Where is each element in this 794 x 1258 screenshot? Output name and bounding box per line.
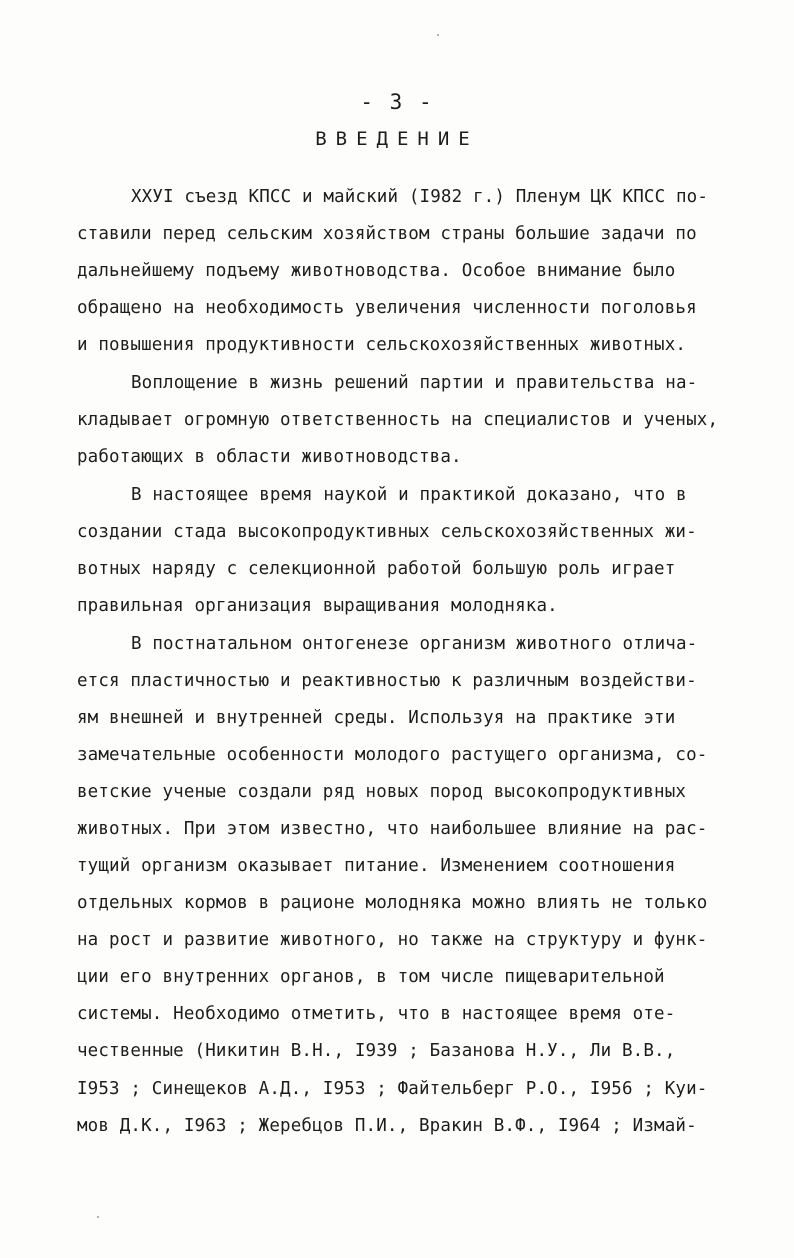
text-line: замечательные особенности молодого растущего организма, со- <box>77 745 708 765</box>
text-line: мов Д.К., I963 ; Жеребцов П.И., Вракин В.Ф., I964 ; Измай- <box>77 1116 697 1136</box>
text-line: ставили перед сельским хозяйством страны большие задачи по <box>77 224 697 244</box>
text-line: правильная организация выращивания молодняка. <box>77 596 558 616</box>
text-line: работающих в области животноводства. <box>77 447 462 467</box>
text-line: XXУI съезд КПСС и майский (I982 г.) Пленум ЦК КПСС по- <box>131 187 709 207</box>
text-line: ветские ученые создали ряд новых пород высокопродуктивных <box>77 782 687 802</box>
text-line: I953 ; Синещеков А.Д., I953 ; Файтельберг Р.О., I956 ; Куи- <box>77 1079 708 1099</box>
text-line: создании стада высокопродуктивных сельскохозяйственных жи- <box>77 522 697 542</box>
text-line: В настоящее время наукой и практикой доказано, что в <box>131 485 687 505</box>
text-line: В постнатальном онтогенезе организм животного отлича- <box>131 634 698 654</box>
scan-speck <box>97 1216 99 1218</box>
text-line: и повышения продуктивности сельскохозяйственных животных. <box>77 335 687 355</box>
text-line: животных. При этом известно, что наибольшее влияние на рас- <box>77 819 708 839</box>
text-line: ется пластичностью и реактивностью к различным воздействи- <box>77 671 697 691</box>
text-line: отдельных кормов в рационе молодняка можно влиять не только <box>77 893 708 913</box>
section-title: ВВЕДЕНИЕ <box>315 128 479 150</box>
text-line: на рост и развитие животного, но также на структуру и функ- <box>77 930 708 950</box>
text-line: системы. Необходимо отметить, что в настоящее время оте- <box>77 1004 676 1024</box>
text-line: тущий организм оказывает питание. Изменением соотношения <box>77 856 676 876</box>
text-line: Воплощение в жизнь решений партии и правительства на- <box>131 373 698 393</box>
scan-speck <box>437 34 439 36</box>
text-line: чественные (Никитин В.Н., I939 ; Базанова Н.У., Ли В.В., <box>77 1041 676 1061</box>
text-line: дальнейшему подъему животноводства. Особое внимание было <box>77 261 676 281</box>
text-line: обращено на необходимость увеличения численности поголовья <box>77 298 697 318</box>
text-line: ям внешней и внутренней среды. Используя на практике эти <box>77 708 676 728</box>
text-line: кладывает огромную ответственность на специалистов и ученых, <box>77 410 719 430</box>
text-line: ции его внутренних органов, в том числе пищеварительной <box>77 967 665 987</box>
page-number: - 3 - <box>360 90 434 114</box>
text-line: вотных наряду с селекционной работой большую роль играет <box>77 559 676 579</box>
